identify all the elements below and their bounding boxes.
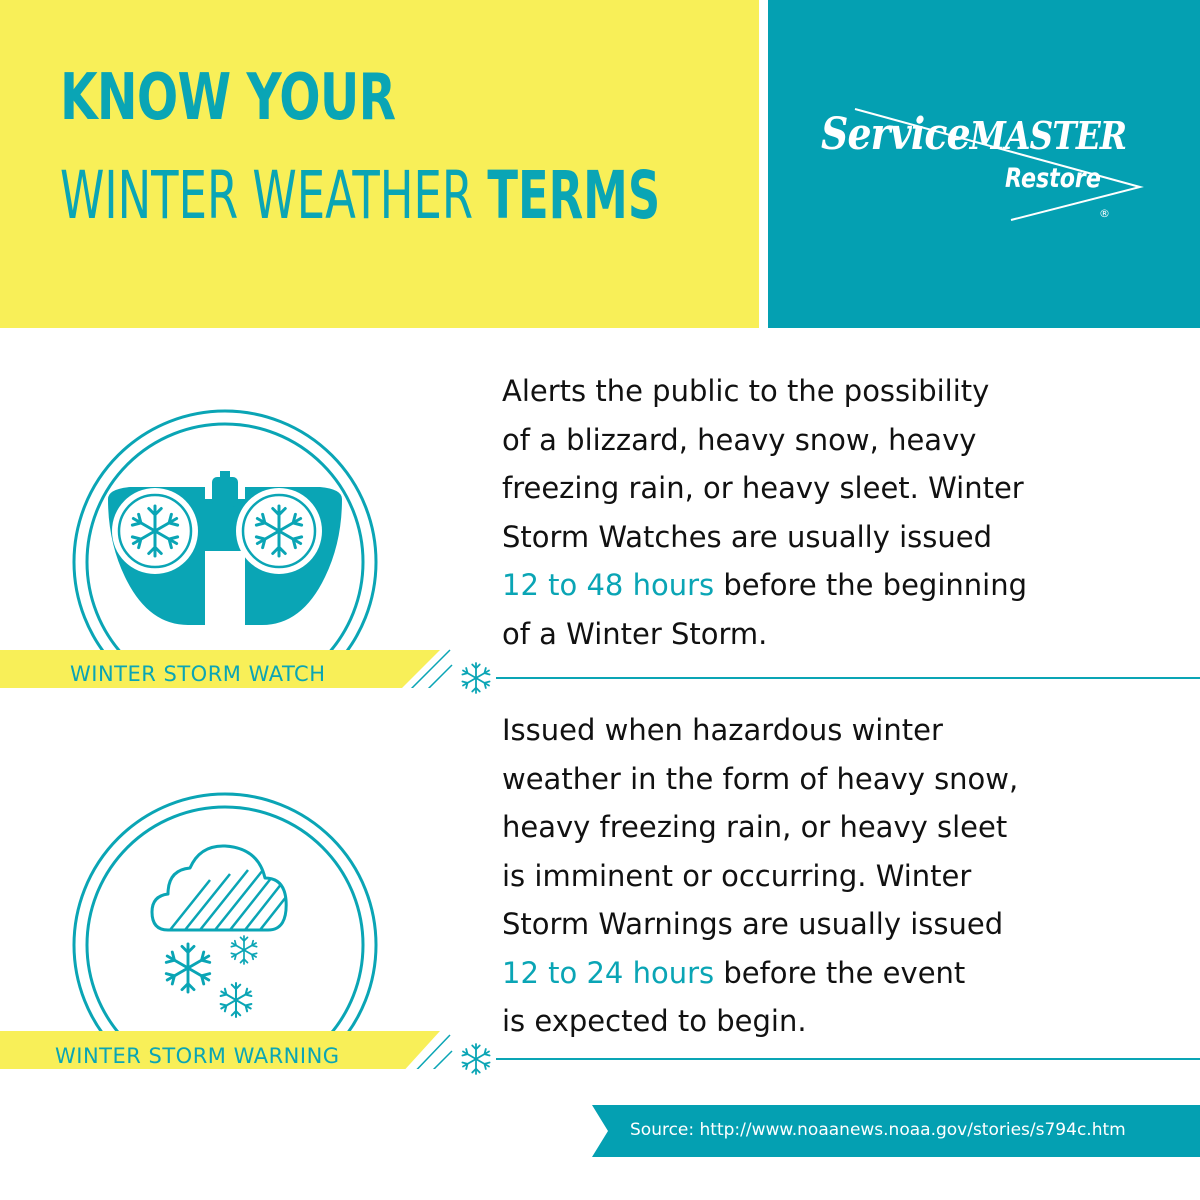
watch-desc-line-2: of a blizzard, heavy snow, heavy	[502, 422, 977, 457]
warning-label: WINTER STORM WARNING	[55, 1044, 340, 1068]
servicemaster-logo	[815, 95, 1155, 235]
warning-desc-after-highlight: before the event	[714, 955, 966, 990]
source-citation: Source: http://www.noaanews.noaa.gov/stories/s794c.htm	[630, 1120, 1126, 1140]
section-divider	[496, 1058, 1200, 1060]
watch-desc-line-4: Storm Watches are usually issued	[502, 519, 993, 554]
logo-word-restore: Restore	[1005, 163, 1101, 194]
logo-wordmark	[821, 109, 1127, 160]
logo-word-service: Service	[821, 109, 970, 160]
snow-cloud-icon	[70, 790, 380, 1055]
watch-timeframe-highlight: 12 to 48 hours	[502, 568, 715, 602]
warning-timeframe-highlight: 12 to 24 hours	[502, 955, 715, 990]
warning-desc-line-1: Issued when hazardous winter	[502, 713, 943, 747]
watch-desc-line-6: of a Winter Storm.	[502, 616, 768, 651]
title-line-2-bold: TERMS	[487, 157, 661, 234]
watch-desc-after-highlight: before the beginning	[714, 568, 1028, 602]
watch-description	[502, 367, 1162, 658]
warning-desc-line-5: Storm Warnings are usually issued	[502, 907, 1004, 941]
section-divider	[496, 677, 1200, 679]
warning-desc-line-6	[502, 949, 1162, 998]
watch-label: WINTER STORM WATCH	[70, 662, 326, 686]
title-line-2-regular: WINTER WEATHER	[60, 157, 488, 234]
warning-desc-line-2: weather in the form of heavy snow,	[502, 761, 1019, 796]
logo-registered-mark: ®	[1099, 207, 1110, 220]
snowflake-divider-icon	[458, 660, 494, 696]
watch-desc-line-1: Alerts the public to the possibility	[502, 374, 990, 408]
snowflake-divider-icon	[458, 1041, 494, 1077]
watch-desc-line-5	[502, 561, 1162, 610]
logo-word-master: MASTER	[969, 113, 1127, 158]
title-line-2	[60, 157, 661, 234]
watch-desc-line-3: freezing rain, or heavy sleet. Winter	[502, 471, 1024, 505]
title-line-1: KNOW YOUR	[60, 61, 396, 135]
warning-desc-line-3: heavy freezing rain, or heavy sleet	[502, 810, 1008, 844]
warning-desc-line-7: is expected to begin.	[502, 1004, 807, 1038]
warning-desc-line-4: is imminent or occurring. Winter	[502, 858, 972, 893]
warning-description	[502, 706, 1162, 1046]
binoculars-snowflake-icon	[70, 407, 380, 672]
